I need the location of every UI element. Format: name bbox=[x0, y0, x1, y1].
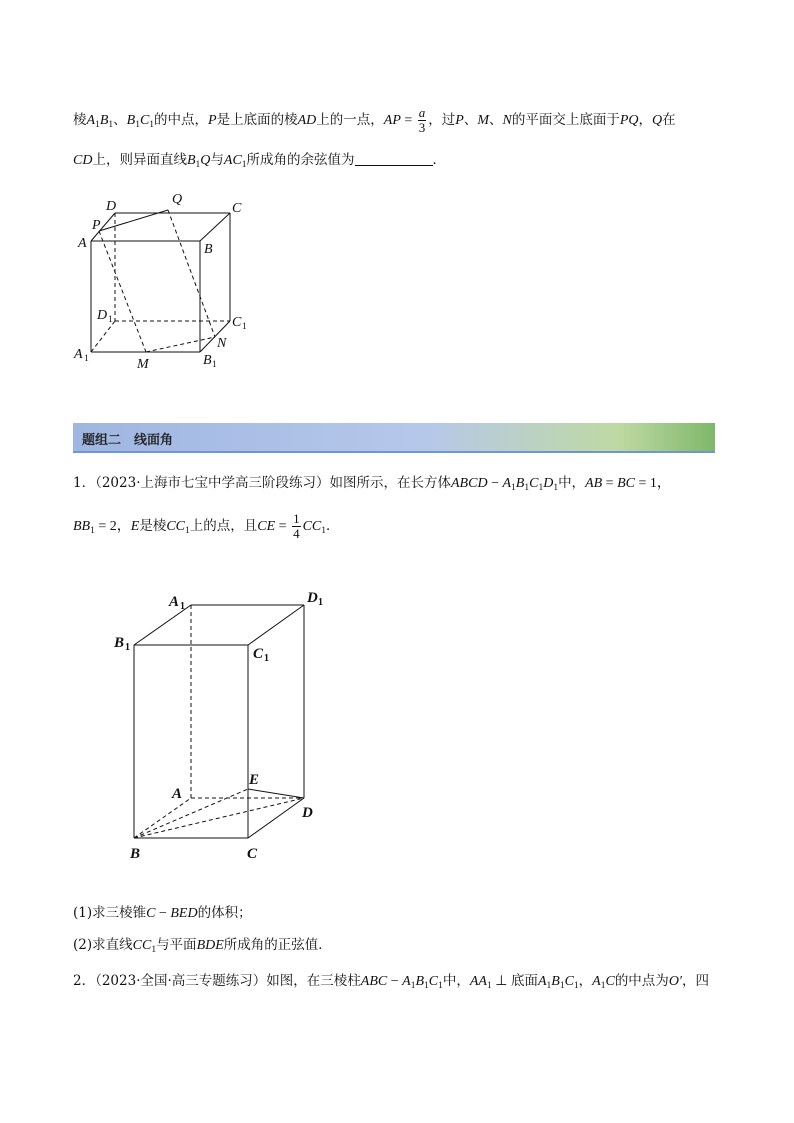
segment-MN-hidden bbox=[146, 337, 215, 352]
equals: = bbox=[400, 113, 416, 128]
text: 的平面交上底面于 bbox=[511, 112, 620, 128]
equals-value: = 2， bbox=[94, 519, 131, 534]
text: 上，则异面直线 bbox=[92, 152, 187, 168]
problem-number: 2． bbox=[73, 973, 96, 989]
math: $AA_1$ bbox=[469, 974, 492, 991]
segment-PM-hidden bbox=[99, 231, 146, 352]
text: 的体积； bbox=[197, 905, 252, 921]
math: CD bbox=[73, 153, 93, 168]
text: 是上底面的棱 bbox=[216, 112, 298, 128]
text: 上的一点， bbox=[316, 112, 384, 128]
label-B1: B bbox=[114, 635, 125, 651]
text: 所成角的正弦值． bbox=[223, 937, 332, 953]
math: $B_1Q$ bbox=[186, 153, 211, 170]
text: 与 bbox=[210, 152, 224, 168]
math: $A_1B_1$ bbox=[86, 113, 114, 130]
label-sub: 1 bbox=[125, 642, 130, 653]
math: $B_1C_1$ bbox=[126, 113, 155, 130]
question-1 bbox=[73, 901, 252, 922]
label-C: C bbox=[232, 201, 242, 216]
math: $A_1B_1C_1$ bbox=[537, 974, 579, 991]
math: AP bbox=[383, 113, 401, 128]
segment-ED bbox=[248, 789, 304, 798]
text: 在 bbox=[662, 112, 676, 128]
math: Q bbox=[652, 113, 663, 128]
text: 是棱 bbox=[139, 518, 167, 534]
edge-CD bbox=[248, 798, 304, 838]
text: 如图所示，在长方体 bbox=[329, 475, 451, 491]
text: 、 bbox=[113, 112, 127, 128]
edge-CB bbox=[200, 213, 230, 241]
label-N: N bbox=[217, 336, 227, 351]
edge-B1C1 bbox=[200, 321, 230, 352]
question-2 bbox=[73, 933, 332, 955]
math: P bbox=[208, 113, 217, 128]
problem-number: 1． bbox=[73, 475, 96, 491]
perpendicular: ⊥ bbox=[491, 974, 511, 989]
text: ． bbox=[432, 152, 447, 168]
label-sub: 1 bbox=[264, 653, 269, 664]
math: CE bbox=[257, 519, 276, 534]
edge-A1D1-hidden bbox=[91, 321, 115, 352]
math: $A_1B_1C_1$ bbox=[402, 974, 443, 991]
edge-B1A1 bbox=[134, 605, 191, 645]
text: 中， bbox=[442, 973, 470, 989]
label-C: C bbox=[247, 846, 258, 862]
math: AD bbox=[297, 113, 317, 128]
edge-AD bbox=[91, 213, 115, 241]
text: 所成角的余弦值为 bbox=[246, 152, 355, 168]
label-A: A bbox=[78, 236, 87, 251]
math: C bbox=[146, 906, 156, 921]
math: BDE bbox=[196, 938, 224, 953]
text: 中， bbox=[558, 475, 586, 491]
equals: = bbox=[602, 476, 618, 491]
label-A1: A bbox=[74, 347, 83, 362]
label-M: M bbox=[137, 357, 149, 372]
text: 、 bbox=[463, 112, 478, 128]
problem1-line-2 bbox=[73, 512, 340, 541]
label-D1: D bbox=[97, 308, 108, 323]
fraction: $\frac{1}{4}$ bbox=[293, 511, 300, 541]
label-D: D bbox=[106, 199, 117, 214]
text: ， bbox=[578, 973, 593, 989]
math: N bbox=[502, 113, 512, 128]
text: ，过 bbox=[428, 112, 456, 128]
label-D1: D bbox=[307, 590, 318, 606]
problem-source: （2023·全国·高三专题练习） bbox=[95, 973, 267, 989]
label-sub: 1 bbox=[212, 360, 217, 370]
text: 的中点为 bbox=[614, 973, 669, 989]
label-P: P bbox=[92, 218, 101, 233]
label-sub: 1 bbox=[242, 322, 247, 332]
label-C1: C bbox=[253, 646, 264, 662]
text: (1)求三棱锥 bbox=[73, 905, 147, 921]
problem2-line-1 bbox=[73, 969, 709, 991]
problem-source: （2023·上海市七宝中学高三阶段练习） bbox=[95, 475, 330, 491]
section-banner bbox=[73, 423, 715, 453]
text: 的中点， bbox=[154, 112, 209, 128]
label-E: E bbox=[249, 772, 260, 788]
text: 如图，在三棱柱 bbox=[266, 973, 361, 989]
edge-BA-hidden bbox=[134, 798, 191, 838]
label-A: A bbox=[172, 786, 183, 802]
math: P bbox=[455, 113, 464, 128]
math: ABCD bbox=[451, 476, 488, 491]
text: ， bbox=[638, 112, 653, 128]
label-D: D bbox=[302, 805, 313, 821]
equals: = bbox=[275, 519, 291, 534]
math: BED bbox=[170, 906, 198, 921]
segment-BD-hidden bbox=[134, 798, 304, 838]
math: M bbox=[477, 113, 490, 128]
label-B: B bbox=[130, 846, 141, 862]
math: E bbox=[130, 519, 140, 534]
segment-BE-hidden bbox=[134, 789, 248, 838]
math: PQ bbox=[619, 113, 639, 128]
math: $A_1C$ bbox=[592, 974, 615, 991]
math: $CC_1$ bbox=[132, 938, 157, 955]
problem-text-line-1 bbox=[73, 106, 676, 135]
equals-value: = 1， bbox=[634, 476, 671, 491]
text: 底面 bbox=[510, 973, 538, 989]
text: 棱 bbox=[73, 112, 87, 128]
answer-blank[interactable] bbox=[355, 153, 433, 166]
math: $CC_1$ bbox=[302, 519, 326, 536]
section-title: 题组二 线面角 bbox=[82, 433, 174, 448]
math: O′ bbox=[668, 974, 682, 989]
text: (2)求直线 bbox=[73, 937, 133, 953]
fraction: $\frac{a}{3}$ bbox=[418, 105, 426, 135]
label-sub: 1 bbox=[180, 601, 185, 612]
text: ，四 bbox=[682, 973, 709, 989]
text: 、 bbox=[489, 112, 503, 128]
text: 上的点，且 bbox=[189, 518, 258, 534]
label-B1: B bbox=[203, 353, 212, 368]
math: $A_1B_1C_1D_1$ bbox=[502, 476, 559, 493]
math: AB bbox=[585, 476, 603, 491]
label-C1: C bbox=[232, 315, 242, 330]
edge-C1D1 bbox=[248, 605, 304, 645]
math: $BB_1$ bbox=[73, 519, 95, 536]
label-sub: 1 bbox=[108, 315, 113, 325]
text: ． bbox=[326, 518, 340, 534]
label-sub: 1 bbox=[84, 354, 89, 364]
segment-PQ bbox=[99, 210, 168, 231]
label-sub: 1 bbox=[318, 597, 323, 608]
math: $CC_1$ bbox=[166, 519, 190, 536]
problem1-line-1 bbox=[73, 471, 671, 493]
minus: − bbox=[387, 974, 403, 989]
minus: − bbox=[155, 906, 171, 921]
math: $AC_1$ bbox=[223, 153, 247, 170]
minus: − bbox=[487, 476, 503, 491]
label-B: B bbox=[204, 242, 213, 257]
text: 与平面 bbox=[156, 937, 197, 953]
math: BC bbox=[617, 476, 635, 491]
segment-QN-hidden bbox=[168, 210, 215, 337]
label-Q: Q bbox=[172, 192, 183, 207]
label-A1: A bbox=[169, 594, 180, 610]
math: ABC bbox=[360, 974, 388, 989]
problem-text-line-2 bbox=[73, 148, 446, 170]
